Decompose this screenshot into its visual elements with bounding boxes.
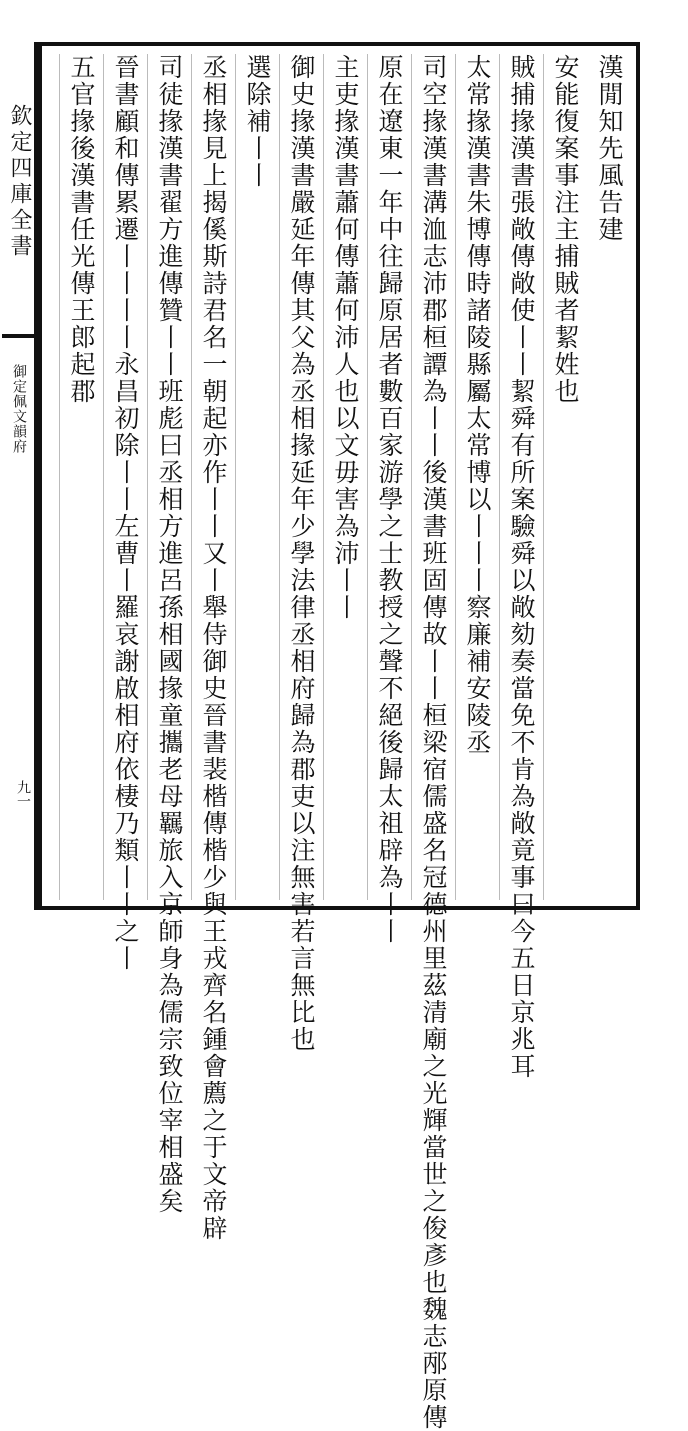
book-title: 御定佩文韻府 [11, 364, 27, 454]
text-column-13: 五官掾後漢書任光傳王郎起郡 [59, 54, 102, 900]
text-column-2: 安能復案事注主捕賊者絜姓也 [543, 54, 586, 900]
margin-divider [2, 334, 34, 338]
text-column-6: 原在遼東一年中往歸原居者數百家游學之士教授之聲不絕後歸太祖辟為丨丨 [367, 54, 410, 900]
text-column-9: 選除補丨丨 [235, 54, 278, 900]
text-column-1: 漢閒知先風告建 [595, 54, 624, 243]
text-column-12: 晉書顧和傳累遷丨丨丨丨永昌初除丨丨左曹丨羅哀謝啟相府依棲乃類丨丨之丨 [103, 54, 146, 900]
folio-number: 九一 [15, 780, 31, 808]
text-column-3: 賊捕掾漢書張敞傳敞使丨丨絜舜有所案驗舜以敞劾奏當免不肯為敞竟事曰今五日京兆耳 [499, 54, 542, 900]
text-column-5: 司空掾漢書溝洫志沛郡桓譚為丨丨後漢書班固傳故丨丨桓梁宿儒盛名冠德州里茲清廟之光輝當世之俊彥也魏志邴原傳 [411, 54, 454, 900]
page-margin [0, 42, 38, 910]
text-column-8: 御史掾漢書嚴延年傳其父為丞相掾延年少學法律丞相府歸為郡吏以注無害若言無比也 [279, 54, 322, 900]
text-column-4: 太常掾漢書朱博傳時諸陵縣屬太常博以丨丨丨察廉補安陵丞 [455, 54, 498, 900]
text-block [50, 54, 630, 1431]
text-column-11: 司徒掾漢書翟方進傳贊丨丨班彪曰丞相方進呂孫相國掾童攜老母羈旅入京師身為儒宗致位宰相盛矣 [147, 54, 190, 900]
collection-title: 欽定四庫全書 [7, 104, 32, 260]
text-column-10: 丞相掾見上揭傒斯詩君名一朝起亦作丨丨又丨舉侍御史晉書裴楷傳楷少與王戎齊名鍾會薦之于文帝辟 [191, 54, 234, 900]
text-column-7: 主吏掾漢書蕭何傳蕭何沛人也以文毋害為沛丨丨 [323, 54, 366, 900]
